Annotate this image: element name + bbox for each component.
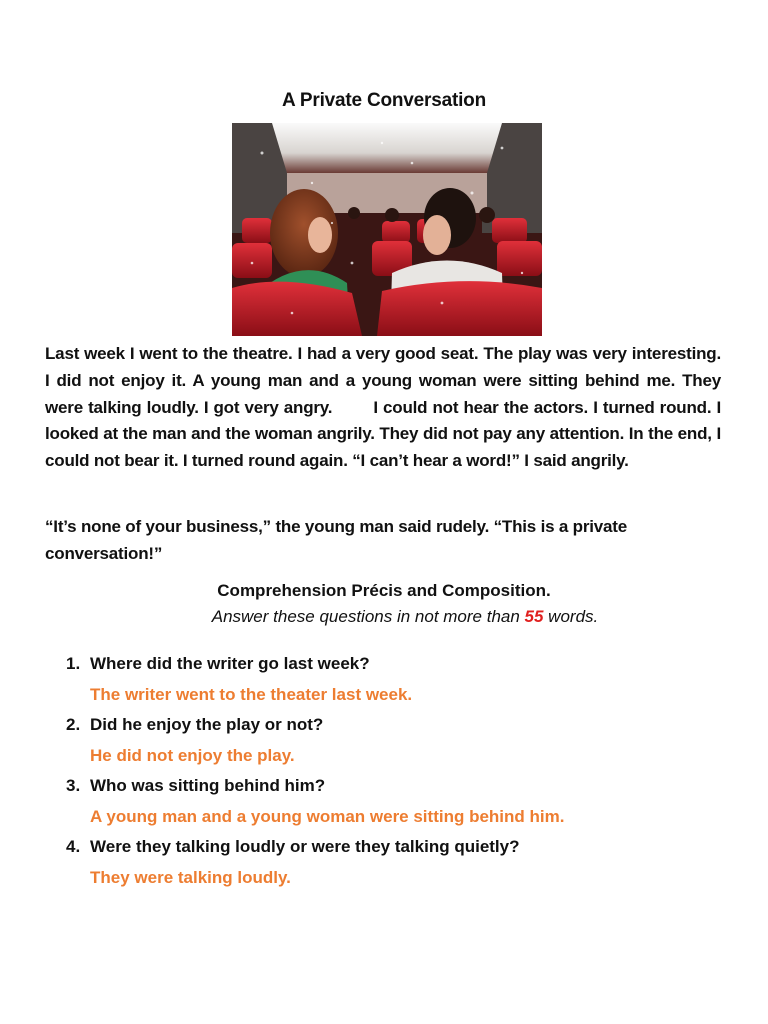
- answer-text: A young man and a young woman were sitting behind him.: [90, 806, 565, 826]
- question-text: Did he enjoy the play or not?: [90, 715, 324, 734]
- story-paragraph-1: Last week I went to the theatre. I had a very good seat. The play was very interesting. I did not enjoy it. A young man and a young woman were sitting behind me. They were talking loudly. I got very angry. I could not hear the actors. I turned round. I looked at the man and the woman angrily. They did not pay any attention. In the end, I could not bear it. I turned round again. “I can’t hear a word!” I said angrily.: [45, 344, 721, 471]
- question-item: [66, 771, 746, 832]
- question-number: 4.: [66, 837, 81, 856]
- page-title: A Private Conversation: [282, 90, 486, 111]
- word-limit-number: 55: [524, 607, 544, 626]
- story-paragraph-2: “It’s none of your business,” the young man said rudely. “This is a private conversation!”: [45, 517, 628, 563]
- instruction-suffix: words.: [543, 607, 599, 626]
- answer-text: He did not enjoy the play.: [90, 745, 295, 765]
- cinema-audience-photo: [232, 123, 542, 336]
- question-text: Where did the writer go last week?: [90, 654, 370, 673]
- question-number: 2.: [66, 715, 81, 734]
- question-list: [66, 649, 746, 893]
- answer-text: They were talking loudly.: [90, 867, 291, 887]
- instruction-prefix: Answer these questions in not more than: [211, 607, 525, 626]
- question-text: Were they talking loudly or were they talking quietly?: [90, 837, 520, 856]
- question-text: Who was sitting behind him?: [90, 776, 326, 795]
- question-number: 1.: [66, 654, 81, 673]
- question-item: [66, 832, 746, 893]
- question-number: 3.: [66, 776, 81, 795]
- section-heading: Comprehension Précis and Composition.: [217, 581, 551, 600]
- question-item: [66, 649, 746, 710]
- instruction-line: [0, 607, 768, 627]
- answer-text: The writer went to the theater last week.: [90, 684, 413, 704]
- question-item: [66, 710, 746, 771]
